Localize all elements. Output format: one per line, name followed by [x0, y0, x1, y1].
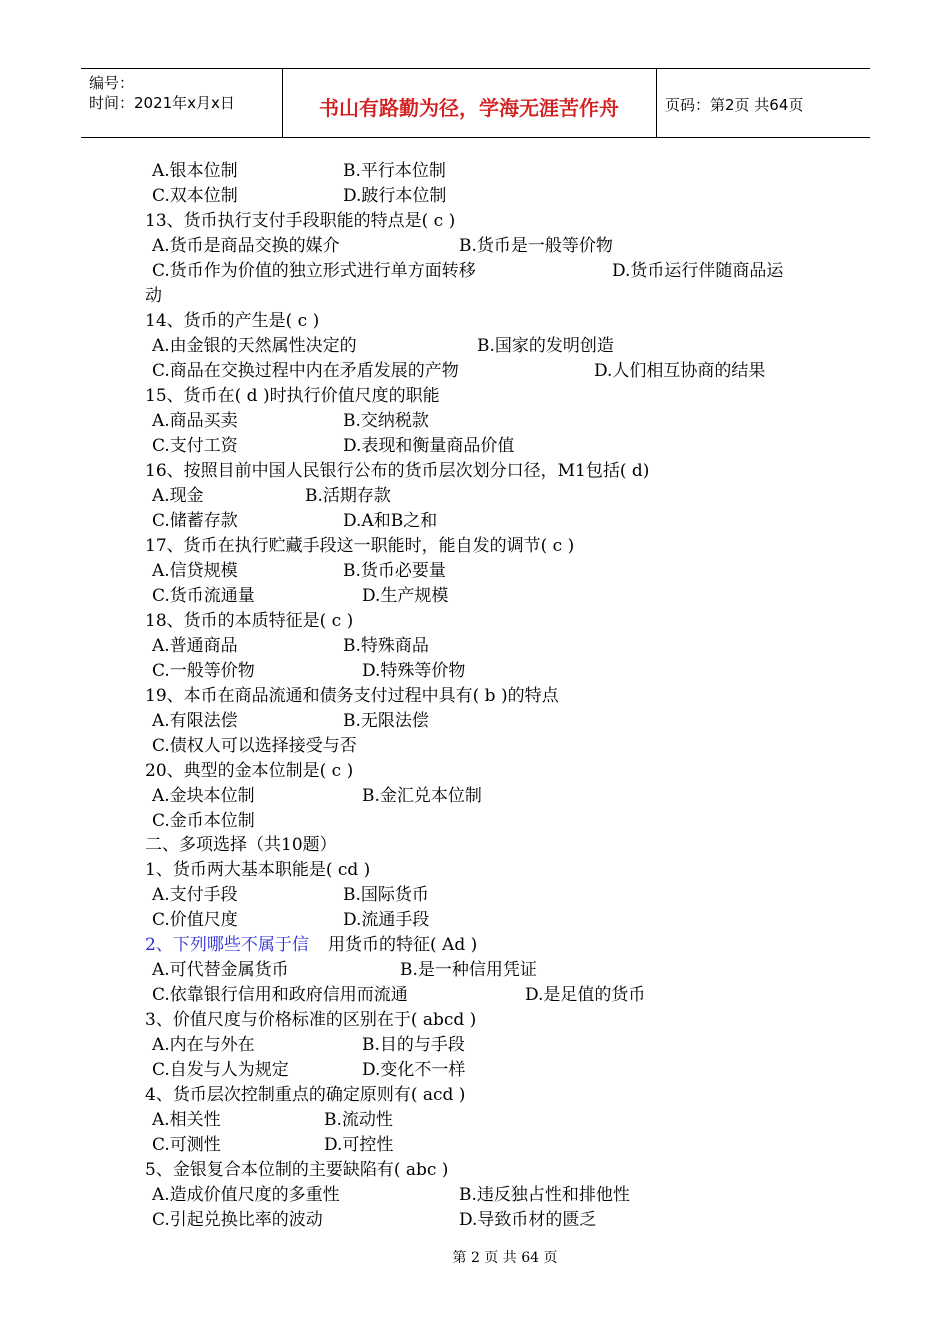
- line-text: 18、货币的本质特征是( c ): [145, 611, 354, 631]
- line-text: A.银本位制: [152, 161, 238, 181]
- option-text: B.交纳税款: [343, 411, 429, 431]
- option-text: B.国际货币: [343, 885, 429, 905]
- line-text: C.货币作为价值的独立形式进行单方面转移: [152, 261, 476, 281]
- line-text: C.金币本位制: [152, 811, 255, 831]
- header-motto: 书山有路勤为径，学海无涯苦作舟: [319, 96, 619, 120]
- line-text: C.价值尺度: [152, 910, 238, 930]
- line-text: 19、本币在商品流通和债务支付过程中具有( b )的特点: [145, 686, 559, 706]
- line-text: C.储蓄存款: [152, 511, 238, 531]
- line-text: A.相关性: [152, 1110, 221, 1130]
- line-text: C.商品在交换过程中内在矛盾发展的产物: [152, 361, 459, 381]
- line-text: C.引起兑换比率的波动: [152, 1210, 323, 1230]
- line-text: C.支付工资: [152, 436, 238, 456]
- line-text: A.金块本位制: [152, 786, 255, 806]
- line-text: 13、货币执行支付手段职能的特点是( c ): [145, 211, 456, 231]
- option-text: B.是一种信用凭证: [400, 960, 537, 980]
- option-text: B.国家的发明创造: [477, 336, 614, 356]
- line-text: C.双本位制: [152, 186, 238, 206]
- option-text: D.人们相互协商的结果: [594, 361, 766, 381]
- line-text: C.自发与人为规定: [152, 1060, 289, 1080]
- option-text: D.流通手段: [343, 910, 430, 930]
- line-text: 15、货币在( d )时执行价值尺度的职能: [145, 386, 440, 406]
- option-text: D.导致币材的匮乏: [459, 1210, 597, 1230]
- line-text: A.货币是商品交换的媒介: [152, 236, 340, 256]
- option-text: B.平行本位制: [343, 161, 446, 181]
- option-text: D.特殊等价物: [362, 661, 466, 681]
- option-text: D.跛行本位制: [343, 186, 447, 206]
- line-text: A.商品买卖: [152, 411, 238, 431]
- option-text: D.生产规模: [362, 586, 449, 606]
- line-text: 2、下列哪些不属于信: [145, 935, 309, 955]
- line-text: 二、多项选择（共10题）: [145, 835, 337, 855]
- line-text: A.可代替金属货币: [152, 960, 289, 980]
- line-text: C.依靠银行信用和政府信用而流通: [152, 985, 408, 1005]
- line-text: C.可测性: [152, 1135, 221, 1155]
- line-text: A.有限法偿: [152, 711, 238, 731]
- line-text: A.造成价值尺度的多重性: [152, 1185, 340, 1205]
- line-text: A.现金: [152, 486, 204, 506]
- line-text: C.一般等价物: [152, 661, 255, 681]
- option-text: B.无限法偿: [343, 711, 429, 731]
- option-text: B.目的与手段: [362, 1035, 465, 1055]
- line-text: A.内在与外在: [152, 1035, 255, 1055]
- line-text: C.货币流通量: [152, 586, 255, 606]
- header-page-info: 页码：第2页 共64页: [665, 96, 804, 114]
- option-text: B.货币是一般等价物: [459, 236, 613, 256]
- line-text: A.普通商品: [152, 636, 238, 656]
- option-text: B.违反独占性和排他性: [459, 1185, 630, 1205]
- line-text: A.信贷规模: [152, 561, 238, 581]
- document-number-label: 编号：: [89, 74, 135, 92]
- option-text: D.变化不一样: [362, 1060, 466, 1080]
- option-text: B.特殊商品: [343, 636, 429, 656]
- document-date-label: 时间：2021年x月x日: [89, 94, 235, 112]
- line-text: 17、货币在执行贮藏手段这一职能时，能自发的调节( c ): [145, 536, 575, 556]
- option-text: 用货币的特征( Ad ): [328, 935, 478, 955]
- line-text: C.债权人可以选择接受与否: [152, 736, 357, 756]
- option-text: D.A和B之和: [343, 511, 438, 531]
- line-text: 5、金银复合本位制的主要缺陷有( abc ): [145, 1160, 449, 1180]
- option-text: D.可控性: [324, 1135, 394, 1155]
- line-text: 14、货币的产生是( c ): [145, 311, 320, 331]
- option-text: B.活期存款: [305, 486, 391, 506]
- option-text: D.表现和衡量商品价值: [343, 436, 515, 456]
- line-text: A.由金银的天然属性决定的: [152, 336, 357, 356]
- line-text: 4、货币层次控制重点的确定原则有( acd ): [145, 1085, 466, 1105]
- line-text: 16、按照目前中国人民银行公布的货币层次划分口径，M1包括( d): [145, 461, 650, 481]
- option-text: D.是足值的货币: [525, 985, 646, 1005]
- line-text: A.支付手段: [152, 885, 238, 905]
- page-footer: 第 2 页 共 64 页: [452, 1250, 558, 1266]
- line-text: 动: [145, 286, 162, 306]
- line-text: 20、典型的金本位制是( c ): [145, 761, 354, 781]
- option-text: D.货币运行伴随商品运: [612, 261, 784, 281]
- line-text: 1、货币两大基本职能是( cd ): [145, 860, 371, 880]
- option-text: B.货币必要量: [343, 561, 446, 581]
- option-text: B.流动性: [324, 1110, 393, 1130]
- option-text: B.金汇兑本位制: [362, 786, 482, 806]
- line-text: 3、价值尺度与价格标准的区别在于( abcd ): [145, 1010, 477, 1030]
